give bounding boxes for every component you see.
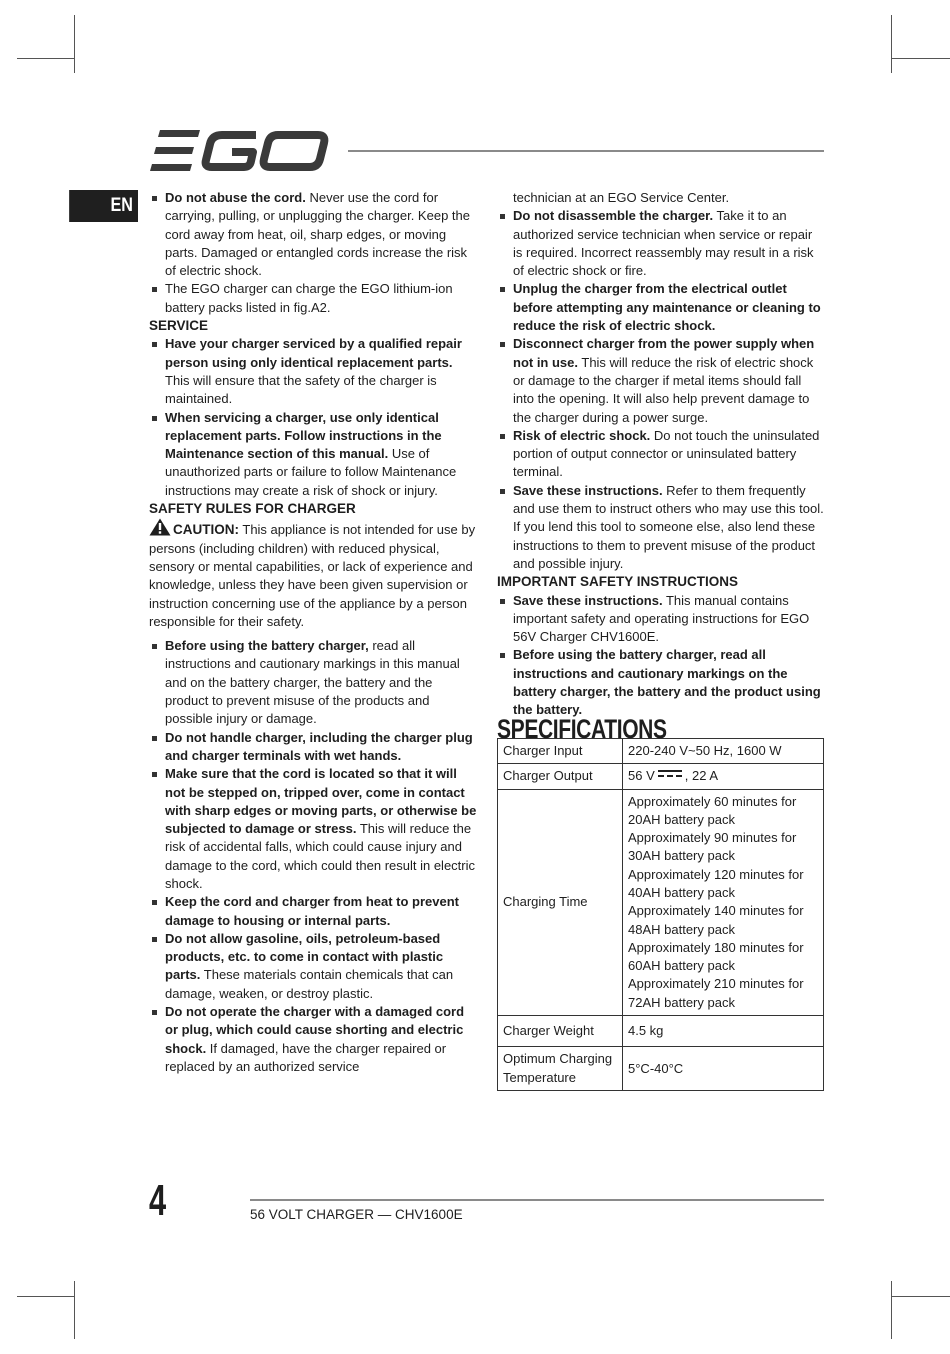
spec-value: 5°C-40°C	[623, 1047, 824, 1091]
charging-time-line: Approximately 120 minutes for 40AH battery pack	[628, 866, 804, 900]
spec-value: 56 V , 22 A	[623, 764, 824, 789]
ego-logo	[150, 130, 330, 172]
right-column	[497, 189, 824, 1091]
caution-paragraph: CAUTION: This appliance is not intended for use by persons (including children) with reduced physical, sensory or mental capabilities, or lack of experience and knowledge, unless they have been given supervision or instruction concerning use of the appliance by a person	[149, 518, 479, 612]
charging-time-line: Approximately 140 minutes for 48AH battery pack	[628, 903, 804, 937]
section-heading-service: SERVICE	[149, 318, 209, 334]
list-item: Do not allow gasoline, oils, petroleum-based products, etc. to come in contact with plastic parts. These materials contain chemicals that can damage, weaken, or destroy plastic.	[149, 930, 479, 1003]
charging-time-line: Approximately 180 minutes for 60AH battery pack	[628, 939, 804, 974]
spec-label: Charger Input	[498, 738, 623, 763]
footer-title: 56 VOLT CHARGER — CHV1600E	[250, 1207, 463, 1222]
spec-label: Charger Output	[498, 764, 623, 789]
list-item: Do not abuse the cord. Never use the cord for carrying, pulling, or unplugging the charger. Keep the cord away from heat, oil, sharp edges, or moving parts. Damaged or entangled cords increase the risk of electric shock.	[149, 189, 479, 280]
specifications-heading: SPECIFICATIONS	[497, 713, 667, 744]
spec-label: Charging Time	[498, 789, 623, 1016]
spec-value: 220-240 V~50 Hz, 1600 W	[623, 738, 824, 763]
caution-continuation: responsible for their safety.	[149, 613, 305, 629]
crop-mark	[17, 1296, 75, 1297]
list-item: Do not handle charger, including the charger plug and charger terminals with wet hands.	[149, 729, 479, 766]
crop-mark	[74, 15, 75, 73]
language-tab: EN	[69, 190, 138, 222]
table-row	[498, 1016, 824, 1047]
section-heading-important: IMPORTANT SAFETY INSTRUCTIONS	[497, 574, 739, 590]
list-item: Save these instructions. Refer to them frequently and use them to instruct others who may use this tool. If you lend this tool to someone else, also lend these instructions to them to prevent misuse of the product and possible injury.	[497, 482, 824, 573]
crop-mark	[17, 58, 75, 59]
warning-icon	[149, 518, 171, 536]
list-item-continuation: technician at an EGO Service Center.	[513, 190, 730, 205]
charging-time-line: Approximately 90 minutes for 30AH battery pack	[628, 830, 797, 864]
table-row	[498, 764, 824, 789]
list-item: Save these instructions. This manual contains important safety and operating instructions for EGO 56V Charger CHV1600E.	[497, 592, 824, 647]
list-item: Unplug the charger from the electrical outlet before attempting any maintenance or cleaning to reduce the risk of electric shock.	[497, 280, 824, 335]
table-row	[498, 789, 824, 1016]
section-heading-safety-rules: SAFETY RULES FOR CHARGER	[149, 501, 356, 517]
header-rule	[348, 150, 824, 152]
crop-mark	[891, 58, 950, 59]
dc-symbol-icon	[657, 769, 683, 779]
list-item: Do not disassemble the charger. Take it to an authorized service technician when service or repair is required. Incorrect reassembly may result in a risk of electric shock or fire.	[497, 207, 824, 280]
crop-mark	[891, 15, 892, 73]
list-item: Before using the battery charger, read all instructions and cautionary markings on the battery charger, the battery and the product using the battery.	[497, 646, 824, 719]
list-item: Before using the battery charger, read all instructions and cautionary markings in this manual and on the battery charger, the battery and the product to prevent misuse of the products and possible injury or damage.	[149, 637, 479, 728]
specifications-table	[497, 738, 824, 1091]
crop-mark	[891, 1296, 950, 1297]
crop-mark	[74, 1281, 75, 1339]
spec-value: 4.5 kg	[623, 1016, 824, 1047]
list-item: Disconnect charger from the power supply when not in use. This will reduce the risk of electric shock or damage to the charger if metal items should fall into the opening. It will also help prevent damage to the charger during a power surge.	[497, 335, 824, 426]
list-item: Make sure that the cord is located so that it will not be stepped on, tripped over, come in contact with sharp edges or moving parts, or otherwise be subjected to damage or stress. This will reduce the risk of accidental falls, which could cause injury and damage to the cord, which could then result in electric shock.	[149, 765, 479, 893]
footer-rule	[250, 1199, 824, 1201]
list-item: When servicing a charger, use only identical replacement parts. Follow instructions in the Maintenance section of this manual. Use of unauthorized parts or failure to follow Maintenance instructions may create a risk of shock or injury.	[149, 409, 479, 500]
list-item: Do not operate the charger with a damaged cord or plug, which could cause shorting and electric shock. If damaged, have the charger repaired or replaced by an authorized service	[149, 1003, 479, 1076]
list-item: Have your charger serviced by a qualified repair person using only identical replacement parts. This will ensure that the safety of the charger is maintained.	[149, 335, 479, 408]
spec-value	[623, 789, 824, 1016]
page-number: 4	[149, 1176, 167, 1225]
table-row	[498, 1047, 824, 1091]
charging-time-line: Approximately 210 minutes for 72AH battery pack	[628, 976, 804, 1010]
spec-label: Charger Weight	[498, 1016, 623, 1047]
list-item: Keep the cord and charger from heat to prevent damage to housing or internal parts.	[149, 893, 479, 930]
spec-label: Optimum Charging Temperature	[498, 1047, 623, 1091]
charging-time-line: Approximately 60 minutes for 20AH battery pack	[628, 793, 797, 827]
list-item: The EGO charger can charge the EGO lithium-ion battery packs listed in fig.A2.	[149, 280, 479, 317]
crop-mark	[891, 1281, 892, 1339]
left-column	[149, 189, 479, 1076]
list-item: Risk of electric shock. Do not touch the uninsulated portion of output connector or uninsulated battery terminal.	[497, 427, 824, 482]
